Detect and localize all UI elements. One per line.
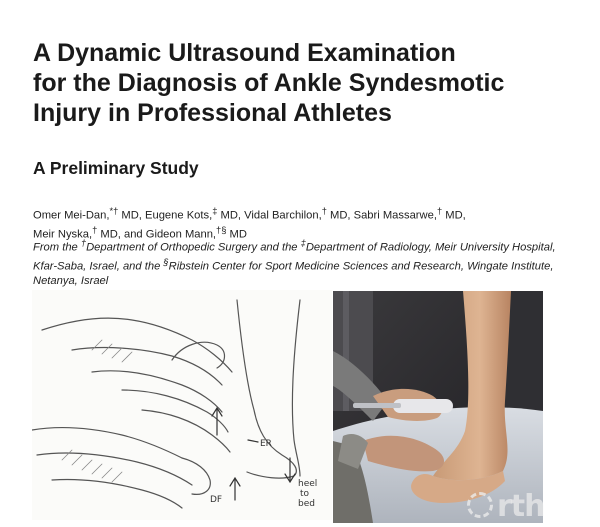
label-bed: bed — [298, 499, 315, 509]
article-subtitle: A Preliminary Study — [33, 158, 199, 178]
author-name: Sabri Massarwe, — [353, 209, 437, 222]
title-line: for the Diagnosis of Ankle Syndesmotic — [33, 69, 505, 97]
label-er: ER — [260, 439, 272, 449]
author-name: Eugene Kots, — [145, 209, 213, 222]
sketch-drawing — [32, 290, 332, 520]
label-df: DF — [210, 495, 223, 505]
author-affil-mark: † — [92, 225, 98, 236]
title-line: A Dynamic Ultrasound Examination — [33, 39, 456, 67]
author-degree: MD, — [442, 209, 466, 222]
affiliations — [33, 236, 578, 289]
author-name: Meir Nyska, — [33, 228, 93, 241]
author-affil-mark: †§ — [216, 225, 227, 236]
label-heel: heel — [298, 479, 318, 489]
article-title — [33, 38, 573, 128]
ankle-sketch-figure — [32, 290, 332, 520]
author-name: Omer Mei-Dan, — [33, 209, 110, 222]
affil-prefix: From the — [33, 241, 81, 254]
author-name: Gideon Mann, — [145, 228, 217, 241]
author-degree: MD, — [118, 209, 146, 222]
title-line: Injury in Professional Athletes — [33, 99, 392, 127]
affil-ribstein-center: Ribstein Center for Sport Medicine Sciences and Research, Wingate Institute, Netanya, Israel — [33, 260, 554, 288]
label-to: to — [300, 489, 310, 499]
author-affil-mark: † — [436, 206, 443, 216]
author-degree: MD, — [326, 209, 354, 222]
affil-mark: § — [163, 257, 169, 268]
watermark-text: rth — [497, 489, 545, 524]
affil-mark: † — [80, 238, 87, 248]
affil-mark: ‡ — [300, 238, 306, 248]
author-degree: MD, and — [97, 228, 146, 241]
author-affil-mark: † — [321, 206, 327, 216]
affil-dept-radiology: Department of Radiology, Meir University Hospital, Kfar-Saba, Israel, and the — [33, 241, 556, 273]
author-name: Vidal Barchilon, — [244, 209, 322, 222]
author-degree: MD — [226, 228, 247, 241]
author-affil-mark: *† — [109, 206, 119, 216]
author-affil-mark: ‡ — [212, 206, 218, 216]
watermark-logo-icon — [467, 492, 493, 518]
affil-dept-orthopedic: Department of Orthopedic Surgery and the — [86, 241, 301, 254]
author-degree: MD, — [217, 209, 245, 222]
